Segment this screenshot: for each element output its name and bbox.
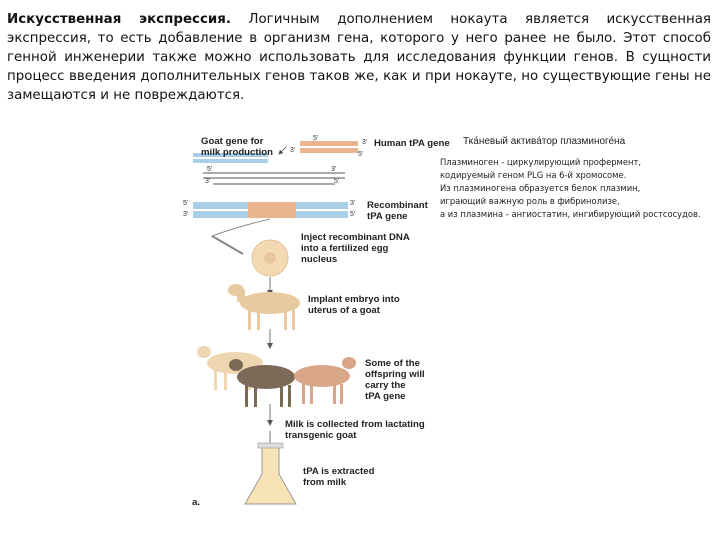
- goat-5b-label: 5': [334, 178, 340, 185]
- side-note-line: Плазминоген - циркулирующий профермент,: [440, 157, 642, 167]
- goat-3-label: 3': [331, 166, 337, 173]
- implant-label-2: uterus of a goat: [308, 305, 380, 316]
- recombinant-label-2: tPA gene: [367, 211, 408, 222]
- human-gene-label: Human tPA gene: [374, 138, 450, 149]
- side-note-line: кодируемый геном PLG на 6-й хромосоме.: [440, 170, 627, 180]
- human-3b-label: 3': [290, 147, 296, 154]
- injection-needle: [212, 236, 243, 254]
- main-title: Искусственная экспрессия.: [7, 12, 231, 27]
- surrogate-goat: [228, 284, 300, 330]
- side-note-line: а из плазмина - ангиостатин, ингибирующий ростсосудов.: [440, 209, 701, 219]
- needle-arrow: [212, 219, 270, 236]
- rec-3b-label: 3': [183, 211, 189, 218]
- human-dna: [290, 135, 367, 158]
- side-note-line: Из плазминогена образуется белок плазмин,: [440, 183, 641, 193]
- milk-label-2: transgenic goat: [285, 430, 357, 441]
- goat-gene-label-1: Goat gene for: [201, 136, 264, 147]
- recombinant-label-1: Recombinant: [367, 200, 428, 211]
- main-body: Логичным дополнением нокаута является искусственная экспрессия, то есть добавление в организм гена, которого у него ранее не было. Этот способ генной инженерии также можно использовать для исследования функции генов. В сущности процесс введения дополнительных генов таков же, как и при нокауте, но существующие гены не замещаются и не повреждаются.: [7, 12, 711, 103]
- goat-3b-label: 3': [205, 178, 211, 185]
- offspring-label-3: carry the: [365, 380, 406, 391]
- offspring-label-2: offspring will: [365, 369, 425, 380]
- panel-letter: a.: [192, 497, 201, 508]
- flask: [245, 443, 296, 504]
- inject-label-2: into a fertilized egg: [301, 243, 389, 254]
- implant-label-1: Implant embryo into: [308, 294, 400, 305]
- human-3-label: 3': [362, 139, 368, 146]
- recombinant-dna: [183, 200, 355, 218]
- goat-gene-label-2: milk production: [201, 147, 273, 158]
- side-note-title: Тка́невый активáтор плазминоге́на: [463, 136, 626, 147]
- offspring-label-1: Some of the: [365, 358, 420, 369]
- rec-3-label: 3': [350, 200, 356, 207]
- offspring-goat-reddish: [294, 357, 356, 404]
- inject-label-1: Inject recombinant DNA: [301, 232, 410, 243]
- rec-5-label: 5': [183, 200, 189, 207]
- milk-label-1: Milk is collected from lactating: [285, 419, 425, 430]
- extract-label-1: tPA is extracted: [303, 466, 375, 477]
- side-note-text: [440, 156, 720, 221]
- offspring-label-4: tPA gene: [365, 391, 406, 402]
- human-5-label: 5': [313, 135, 319, 142]
- goat-dna-double: [203, 166, 345, 185]
- human-5b-label: 5': [358, 151, 364, 158]
- goat-5-label: 5': [207, 166, 213, 173]
- inject-label-3: nucleus: [301, 254, 338, 265]
- egg-nucleus: [264, 252, 276, 264]
- offspring-goat-brown: [229, 359, 295, 407]
- rec-5b-label: 5': [350, 211, 356, 218]
- side-note-line: играющий важную роль в фибринолизе,: [440, 196, 620, 206]
- extract-label-2: from milk: [303, 477, 347, 488]
